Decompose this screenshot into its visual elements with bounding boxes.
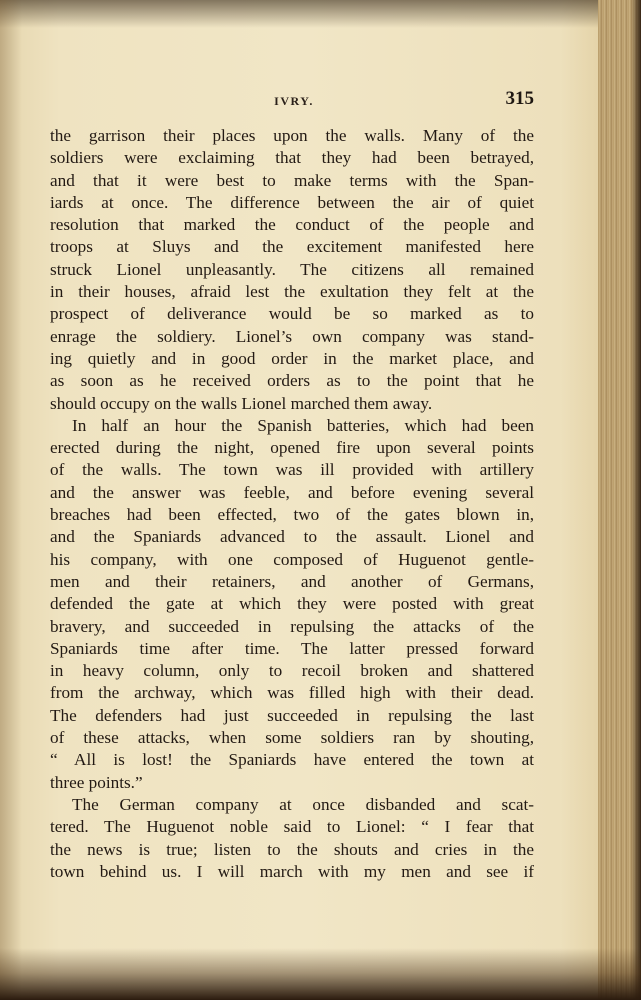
text-line: prospect of deliverance would be so marked as to — [50, 304, 534, 324]
text-line: ing quietly and in good order in the market place, and — [50, 348, 534, 368]
page-edges — [598, 0, 641, 1000]
text-line: men and their retainers, and another of Germans, — [50, 571, 534, 591]
bottom-shadow — [0, 948, 641, 1000]
text-line: and the Spaniards advanced to the assault. Lionel and — [50, 527, 534, 547]
text-line: and that it were best to make terms with the Span- — [50, 170, 534, 190]
page-header — [50, 88, 538, 112]
text-line: as soon as he received orders as to the point that he — [50, 371, 534, 391]
text-line: erected during the night, opened fire upon several points — [50, 438, 534, 458]
text-line: iards at once. The difference between the air of quiet — [50, 192, 534, 212]
spine-shadow — [0, 0, 22, 1000]
text-line: of the walls. The town was ill provided with artillery — [50, 460, 534, 480]
text-line: should occupy on the walls Lionel marched them away. — [50, 393, 433, 413]
text-line: bravery, and succeeded in repulsing the attacks of the — [50, 616, 534, 636]
text-line: Spaniards time after time. The latter pressed forward — [50, 638, 534, 658]
text-line: the garrison their places upon the walls. Many of the — [50, 126, 534, 145]
text-line: The German company at once disbanded and scat- — [72, 794, 534, 814]
text-line: his company, with one composed of Huguenot gentle- — [50, 549, 534, 569]
text-line: soldiers were exclaiming that they had been betrayed, — [50, 148, 534, 168]
text-line: struck Lionel unpleasantly. The citizens all remained — [50, 259, 534, 279]
text-line: The defenders had just succeeded in repulsing the last — [50, 705, 534, 725]
text-line: defended the gate at which they were posted with great — [50, 594, 534, 614]
text-line: troops at Sluys and the excitement manifested here — [50, 237, 534, 257]
text-line: enrage the soldiery. Lionel’s own company was stand- — [50, 326, 534, 346]
text-line: of these attacks, when some soldiers ran by shouting, — [50, 728, 534, 748]
text-line: tered. The Huguenot noble said to Lionel: “ I fear that — [50, 817, 534, 837]
page-number: 315 — [505, 88, 534, 109]
text-line: “ All is lost! the Spaniards have entered the town at — [50, 750, 534, 770]
text-line: in their houses, afraid lest the exultation they felt at the — [50, 282, 534, 302]
text-line: in heavy column, only to recoil broken and shattered — [50, 661, 534, 681]
text-line: resolution that marked the conduct of the people and — [50, 215, 534, 235]
text-line: the news is true; listen to the shouts and cries in the — [50, 839, 534, 859]
text-line: from the archway, which was filled high with their dead. — [50, 683, 534, 703]
text-line: and the answer was feeble, and before evening several — [50, 482, 534, 502]
body-text — [50, 125, 534, 883]
text-line: breaches had been effected, two of the gates blown in, — [50, 505, 534, 525]
text-line: three points.” — [50, 772, 143, 792]
running-title: IVRY. — [274, 94, 314, 108]
text-line: town behind us. I will march with my men and see if — [50, 861, 534, 881]
text-line: In half an hour the Spanish batteries, which had been — [72, 415, 534, 435]
